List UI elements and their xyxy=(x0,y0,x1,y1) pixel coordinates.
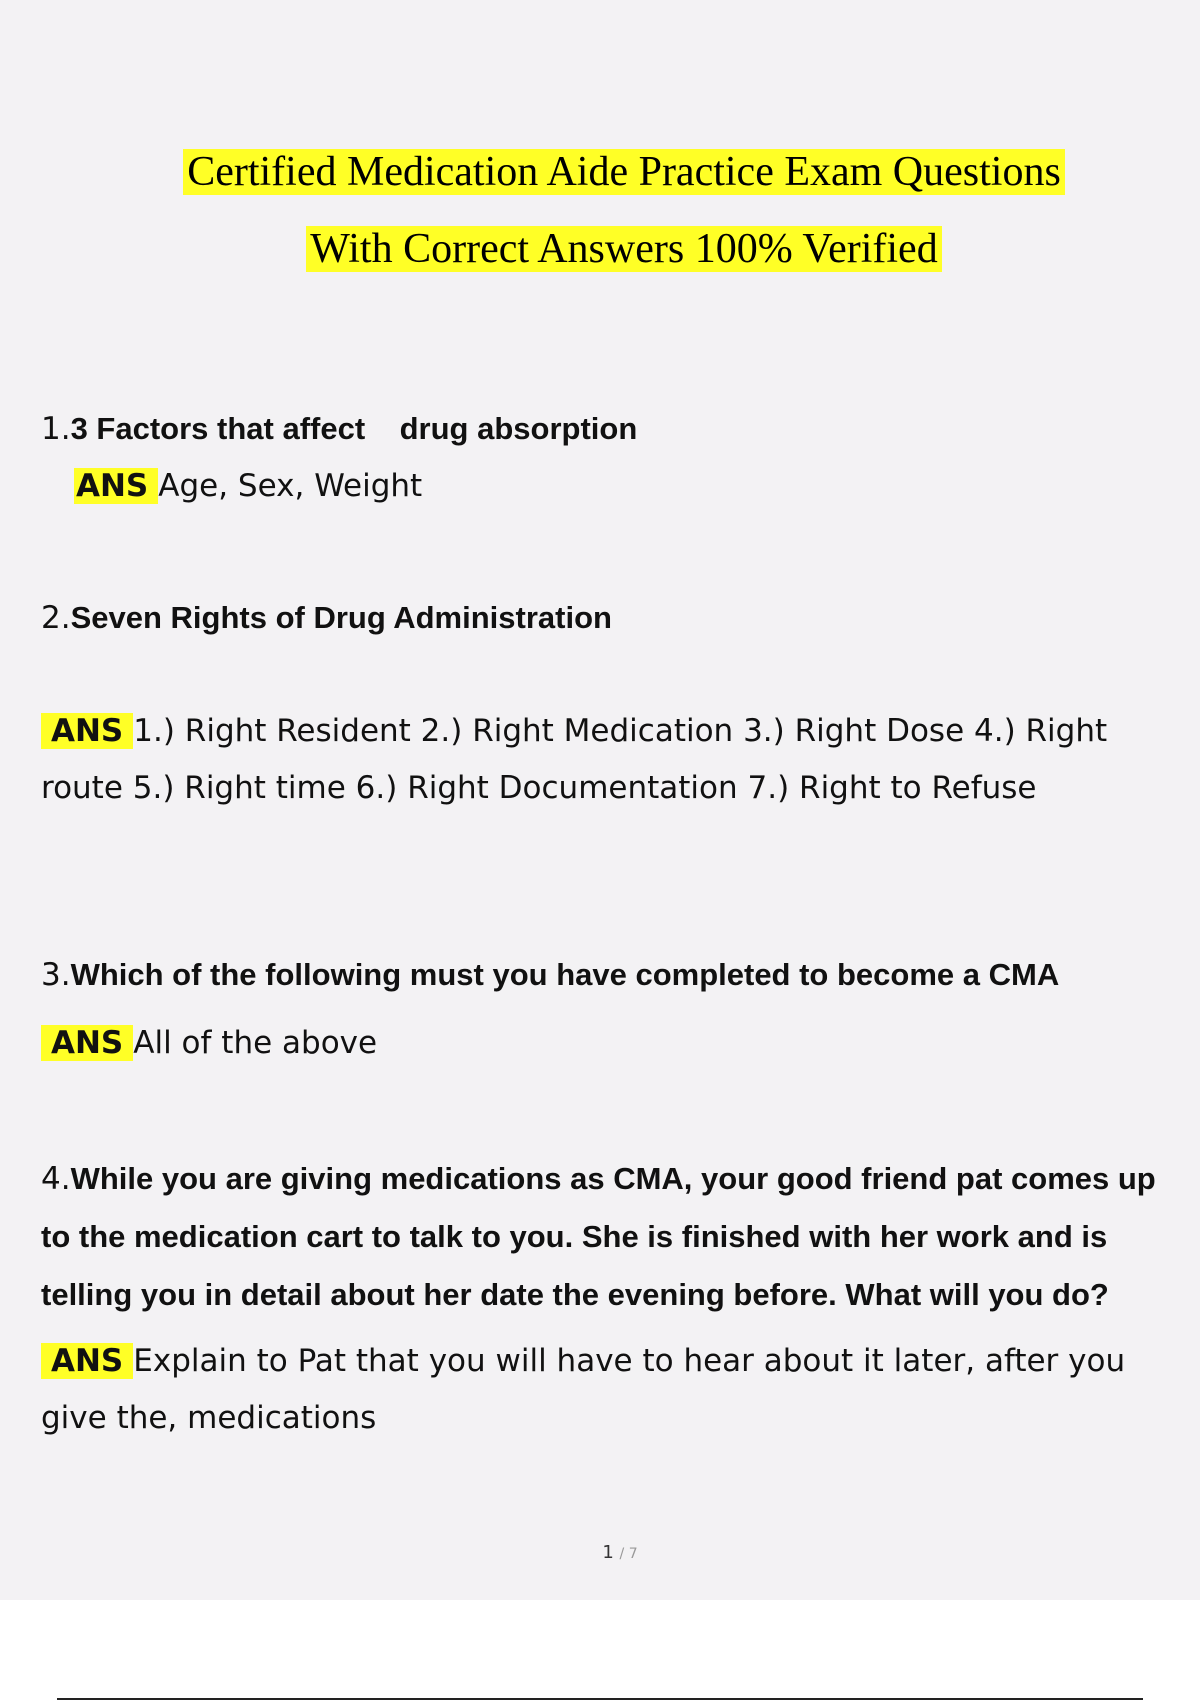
answer-text: Explain to Pat that you will have to hear about it later, after you give the, medications xyxy=(41,1343,1126,1436)
answer-label: ANS xyxy=(74,468,158,504)
page-indicator xyxy=(0,1542,1200,1563)
question-text: 3 Factors that affect drug absorption xyxy=(70,411,638,446)
question-2 xyxy=(41,589,1166,647)
page-total: / 7 xyxy=(619,1546,638,1562)
answer-label: ANS xyxy=(41,1025,133,1061)
title-line-2-text: With Correct Answers 100% Verified xyxy=(306,226,941,272)
title-line-1-text: Certified Medication Aide Practice Exam Questions xyxy=(183,149,1065,195)
answer-text: 1.) Right Resident 2.) Right Medication 3.) Right Dose 4.) Right route 5.) Right time 6.) Right Documentation 7.) Right to Refuse xyxy=(41,713,1108,806)
answer-text: All of the above xyxy=(133,1025,378,1061)
answer-2 xyxy=(41,703,1166,817)
question-number: 2. xyxy=(41,600,71,636)
question-item-4 xyxy=(41,1150,1166,1447)
answer-label: ANS xyxy=(41,1343,133,1379)
answer-label: ANS xyxy=(41,713,133,749)
document-title-line-1 xyxy=(0,144,1200,200)
question-text: Which of the following must you have completed to become a CMA xyxy=(70,957,1060,992)
answer-4 xyxy=(41,1333,1166,1447)
answer-1 xyxy=(41,458,1166,515)
question-item-3 xyxy=(41,946,1166,1072)
question-item-2 xyxy=(41,589,1166,647)
question-text: Seven Rights of Drug Administration xyxy=(70,600,612,635)
question-number: 3. xyxy=(41,957,71,993)
question-item-1 xyxy=(41,400,1166,515)
question-number: 1. xyxy=(41,411,71,447)
question-4 xyxy=(41,1150,1166,1324)
question-text: While you are giving medications as CMA, your good friend pat comes up to the medication cart to talk to you. She is finished with her work and is telling you in detail about her date the evening before. What will you do? xyxy=(41,1161,1156,1312)
question-3 xyxy=(41,946,1166,1004)
document-title-line-2 xyxy=(0,221,1200,277)
answer-3 xyxy=(41,1015,1166,1072)
page-current: 1 xyxy=(602,1542,614,1563)
question-number: 4. xyxy=(41,1161,71,1197)
answer-text: Age, Sex, Weight xyxy=(158,468,423,504)
question-1 xyxy=(41,400,1166,458)
